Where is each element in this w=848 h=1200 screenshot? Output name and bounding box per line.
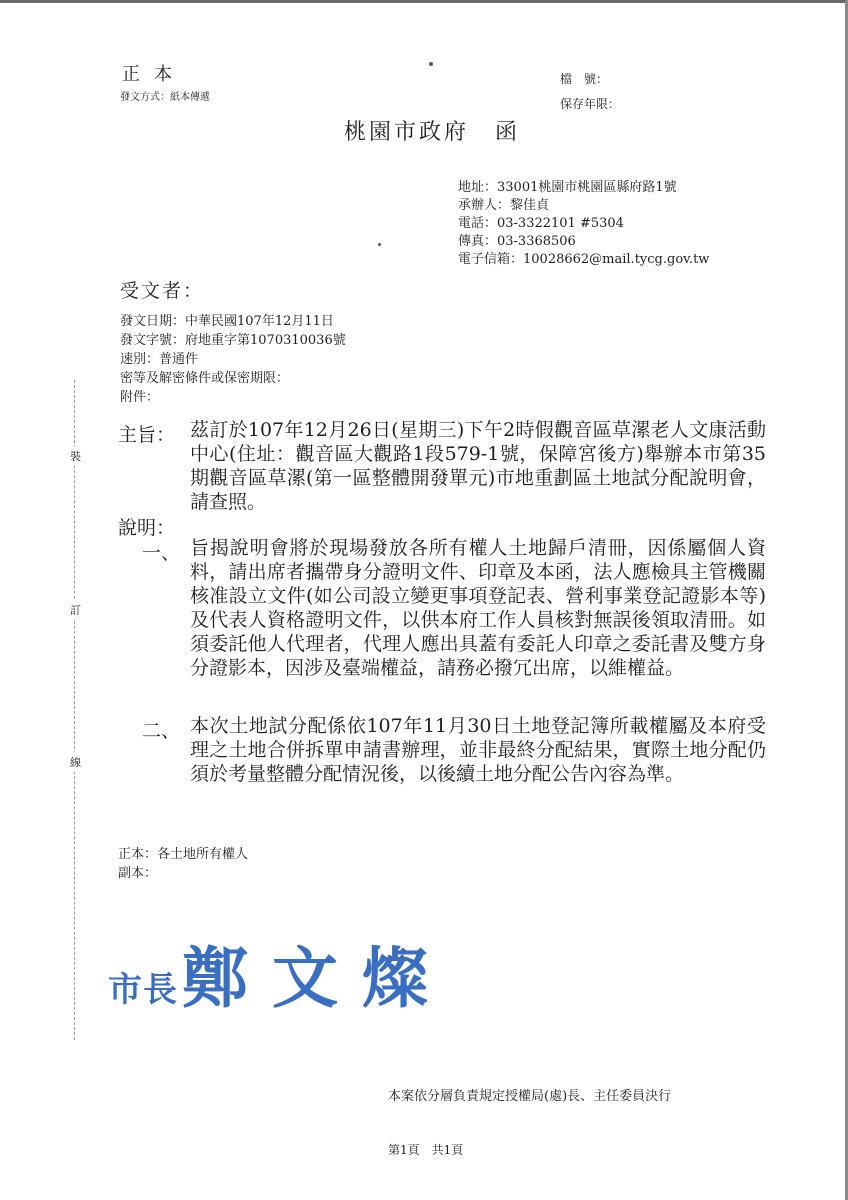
issuing-organization: 桃園市政府 xyxy=(344,120,470,145)
original-recipients: 正本：各土地所有權人 xyxy=(118,847,249,862)
contact-officer: 承辦人：黎佳貞 xyxy=(458,198,550,213)
scan-edge-top xyxy=(0,0,848,3)
contact-email: 電子信箱：10028662@mail.tycg.gov.tw xyxy=(458,252,710,267)
contact-phone: 電話：03-3322101 #5304 xyxy=(458,216,624,231)
distribution-list xyxy=(118,845,248,883)
document-title xyxy=(344,115,520,146)
contact-address: 地址：33001桃園市桃園區縣府路1號 xyxy=(458,180,677,195)
contact-fax: 傳真：03-3368506 xyxy=(458,234,576,249)
security-classification: 密等及解密條件或保密期限： xyxy=(120,371,290,386)
document-type: 函 xyxy=(495,120,521,145)
binding-mark-ding: 訂 xyxy=(70,600,81,620)
copy-type-label: 正本 xyxy=(122,64,186,85)
scan-speck xyxy=(429,62,433,66)
delivery-speed: 速別：普通件 xyxy=(120,352,199,367)
scan-speck xyxy=(378,243,381,246)
attachment-label: 附件： xyxy=(120,390,160,405)
binding-mark-zhuang: 裝 xyxy=(70,446,81,466)
explanation-item-1-number: 一、 xyxy=(142,542,181,564)
signature-title: 市長 xyxy=(108,970,178,1010)
file-number-label: 檔 號： xyxy=(560,72,609,86)
mayor-signature-stamp xyxy=(108,925,452,1020)
binding-mark-xian: 線 xyxy=(70,752,81,772)
recipient-label: 受文者： xyxy=(120,280,205,302)
document-metadata xyxy=(120,312,346,407)
explanation-label: 說明： xyxy=(118,517,176,539)
explanation-item-1-text: 旨揭說明會將於現場發放各所有權人土地歸戶清冊，因係屬個人資料，請出席者攜帶身分證明文件、印章及本函，法人應檢具主管機關核准設立文件(如公司設立變更事項登記表、營利事業登記證影本等)及代表人資格證明文件，以供本府工作人員核對無誤後領取清冊。如須委託他人代理者，代理人應出具蓋有委託人印章之委託書及雙方身分證影本，因涉及臺端權益，請務必撥冗出席，以維權益。 xyxy=(190,537,766,679)
retention-period-label: 保存年限： xyxy=(560,97,621,111)
issue-date: 發文日期：中華民國107年12月11日 xyxy=(120,314,334,329)
subject-label: 主旨： xyxy=(118,424,176,446)
binding-line xyxy=(74,380,75,1040)
subject-text: 茲訂於107年12月26日(星期三)下午2時假觀音區草漯老人文康活動中心(住址：觀音區大觀路1段579-1號，保障宮後方)舉辦本市第35期觀音區草漯(第一區整體開發單元)市地重劃區土地試分配說明會，請查照。 xyxy=(190,419,766,513)
contact-block xyxy=(458,179,709,269)
page-number: 第1頁 共1頁 xyxy=(388,1143,464,1157)
document-number: 發文字號：府地重字第1070310036號 xyxy=(120,333,346,348)
send-method: 發文方式：紙本傳遞 xyxy=(120,92,210,103)
explanation-item-2-text: 本次土地試分配係依107年11月30日土地登記簿所載權屬及本府受理之土地合併拆單申請書辦理，並非最終分配結果，實際土地分配仍須於考量整體分配情況後，以後續土地分配公告內容為準。 xyxy=(190,715,766,785)
explanation-item-2-number: 二、 xyxy=(142,720,181,742)
delegation-note: 本案依分層負責規定授權局(處)長、主任委員決行 xyxy=(388,1089,672,1104)
copy-recipients: 副本： xyxy=(118,866,158,881)
signature-name: 鄭文燦 xyxy=(182,940,452,1017)
